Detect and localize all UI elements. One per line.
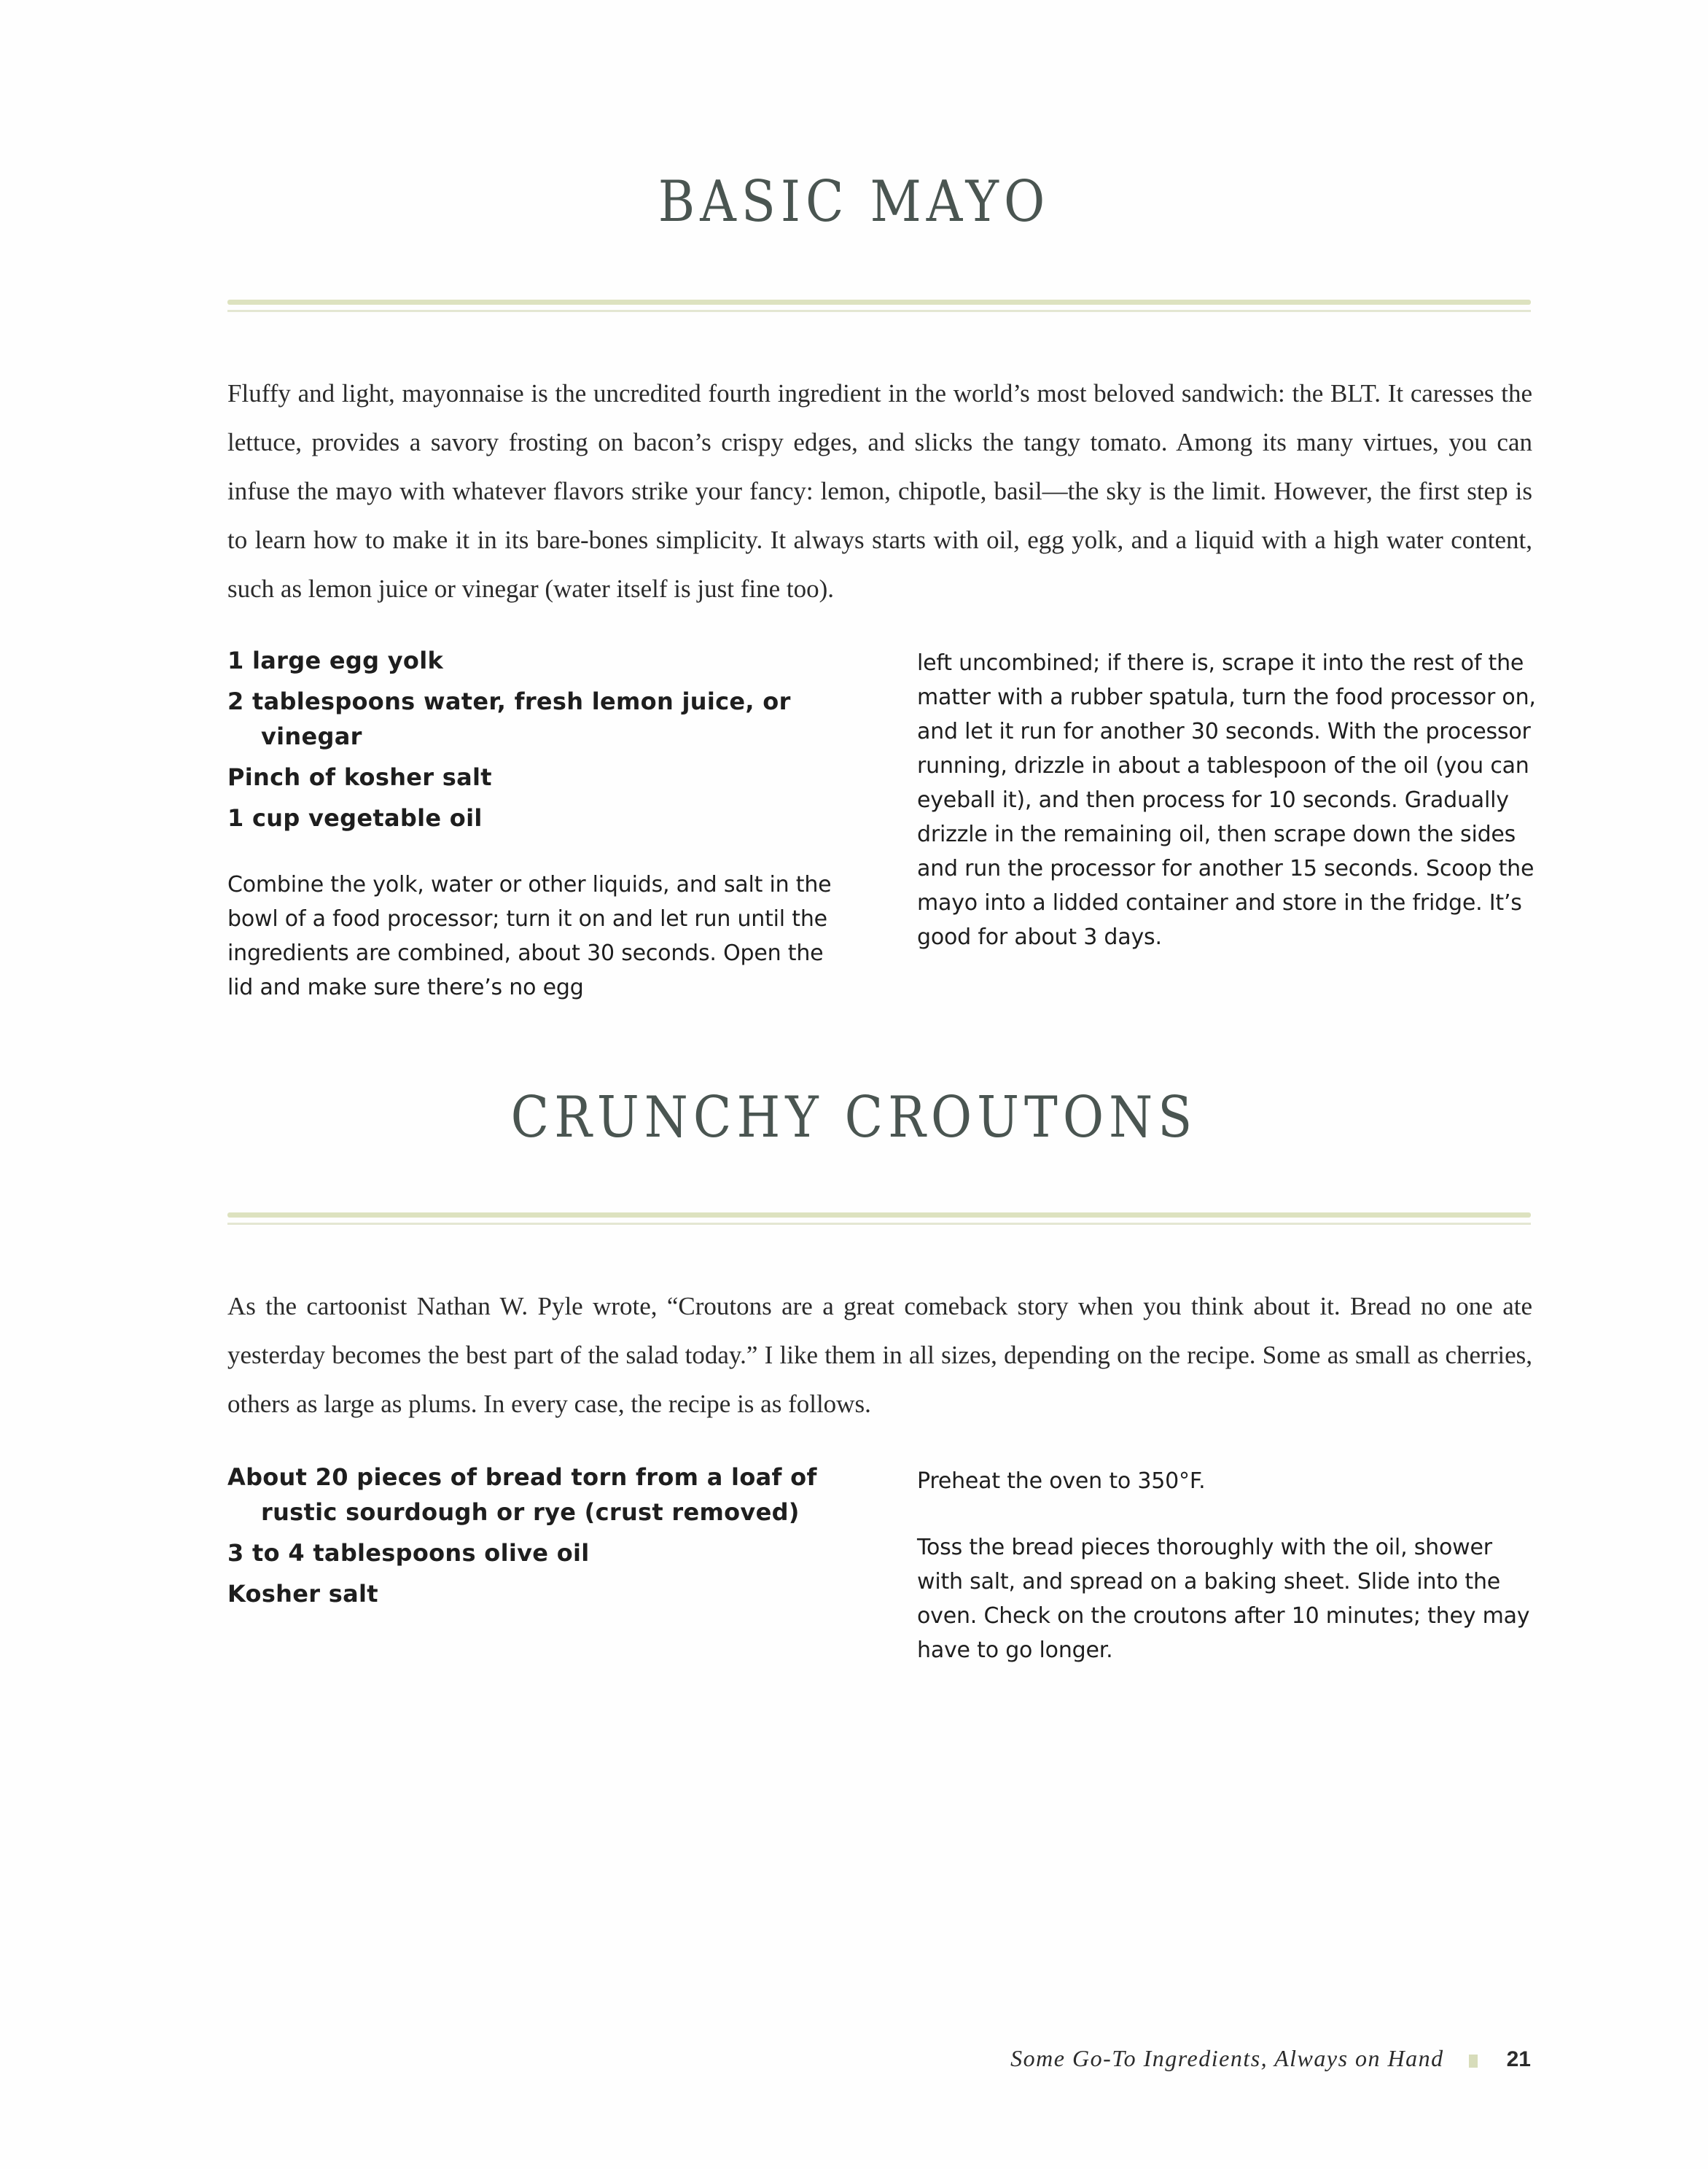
footer-square-ornament-icon — [1469, 2055, 1478, 2068]
method-text: Combine the yolk, water or other liquids, and salt in the bowl of a food processor; turn it on and let run until the ingredients are combined, about 30 seconds. Open the lid and make sure there’s no egg — [227, 872, 832, 1000]
croutons-left-column — [227, 1460, 854, 1617]
ingredient-item: Pinch of kosher salt — [227, 763, 492, 791]
ingredient-item: Kosher salt — [227, 1580, 378, 1608]
ingredient-item: 1 large egg yolk — [227, 647, 444, 674]
title-divider-rule — [227, 300, 1531, 312]
method-text-continued: left uncombined; if there is, scrape it into the rest of the matter with a rubber spatula, turn the food processor on, and let it run for another 30 seconds. With the processor running, drizzle in about a tablespoon of the oil (you can eyeball it), and then process for 10 seconds. Gradually drizzle in the remaining oil, then scrape down the sides and run the processor for another 15 seconds. Scoop the mayo into a lidded container and store in the fridge. It’s good for about 3 days. — [917, 650, 1536, 950]
ingredient-item: 3 to 4 tablespoons olive oil — [227, 1539, 590, 1567]
method-step: Toss the bread pieces thoroughly with the oil, shower with salt, and spread on a baking sheet. Slide into the oven. Check on the croutons after 10 minutes; they may have to go longer. — [917, 1535, 1530, 1663]
mayo-right-column — [917, 646, 1544, 954]
page-footer — [911, 2045, 1531, 2072]
recipe-title-basic-mayo: BASIC MAYO — [658, 169, 1050, 235]
running-head: Some Go-To Ingredients, Always on Hand — [1010, 2045, 1444, 2071]
recipe-title-crunchy-croutons: CRUNCHY CROUTONS — [510, 1085, 1198, 1150]
title-divider-rule — [227, 1212, 1531, 1225]
page-number: 21 — [1506, 2047, 1531, 2071]
recipe-intro-crunchy-croutons: As the cartoonist Nathan W. Pyle wrote, “Croutons are a great comeback story when you think about it. Bread no one ate yesterday becomes the best part of the salad today.” I like them in all sizes, depending on the recipe. Some as small as cherries, others as large as plums. In every case, the recipe is as follows. — [227, 1292, 1532, 1418]
method-step: Preheat the oven to 350°F. — [917, 1468, 1206, 1494]
ingredient-item: About 20 pieces of bread torn from a loaf of rustic sourdough or rye (crust removed) — [227, 1463, 817, 1526]
ingredient-item: 2 tablespoons water, fresh lemon juice, or vinegar — [227, 688, 791, 750]
recipe-intro-basic-mayo: Fluffy and light, mayonnaise is the uncredited fourth ingredient in the world’s most beloved sandwich: the BLT. It caresses the lettuce, provides a savory frosting on bacon’s crispy edges, and slicks the tangy tomato. Among its many virtues, you can infuse the mayo with whatever flavors strike your fancy: lemon, chipotle, basil—the sky is the limit. However, the first step is to learn how to make it in its bare-bones simplicity. It always starts with oil, egg yolk, and a liquid with a high water content, such as lemon juice or vinegar (water itself is just fine too). — [227, 379, 1532, 603]
croutons-right-column — [917, 1464, 1544, 1667]
mayo-left-column — [227, 643, 854, 1005]
ingredient-item: 1 cup vegetable oil — [227, 804, 483, 832]
